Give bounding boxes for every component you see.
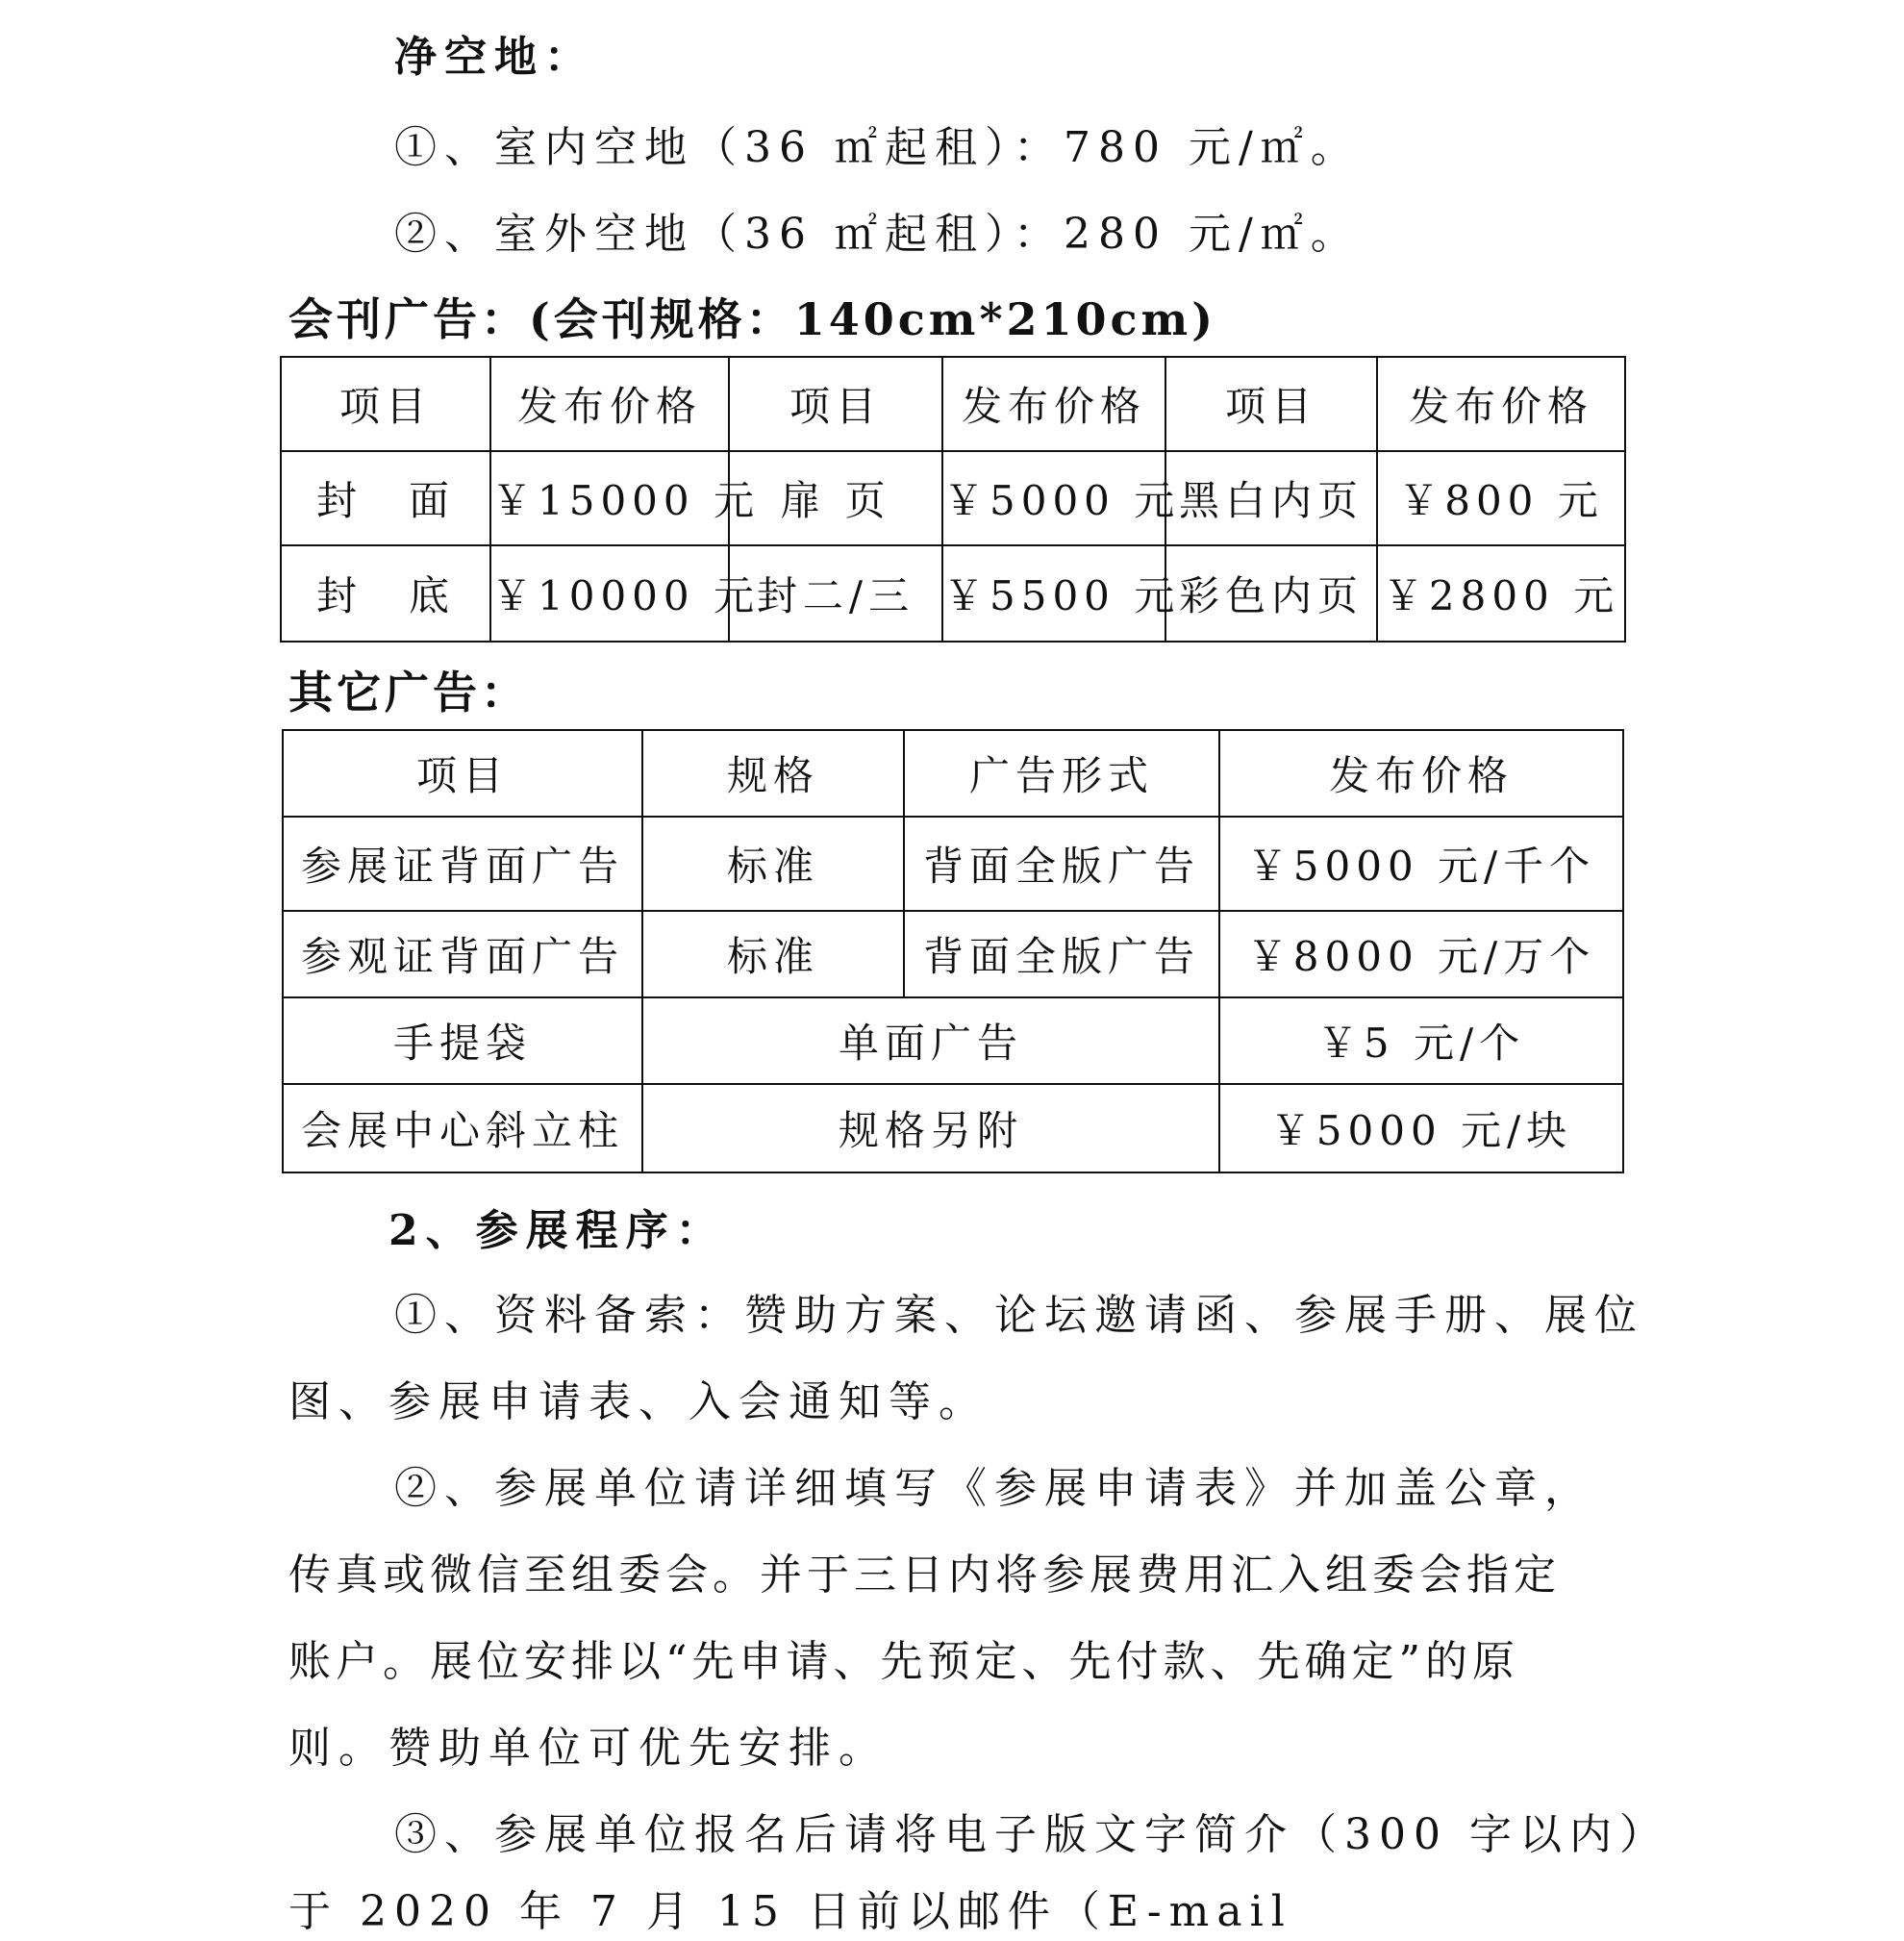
table-cell: ￥5 元/个 bbox=[1219, 997, 1623, 1084]
header-cell: 发布价格 bbox=[1219, 730, 1623, 817]
journal-ads-heading: 会刊广告：(会刊规格：140cm*210cm) bbox=[288, 293, 1216, 345]
table-cell: ￥10000 元 bbox=[490, 545, 729, 642]
journal-ads-header-row bbox=[281, 357, 1625, 451]
procedure-line: 图、参展申请表、入会通知等。 bbox=[288, 1377, 989, 1426]
other-ads-table bbox=[282, 729, 1624, 1173]
table-cell: ￥5000 元/块 bbox=[1219, 1084, 1623, 1172]
header-cell: 项目 bbox=[1165, 357, 1377, 451]
procedure-line: 则。赞助单位可优先安排。 bbox=[288, 1724, 889, 1773]
space-indoor-line: ①、室内空地（36 ㎡起租）：780 元/㎡。 bbox=[394, 123, 1361, 172]
table-cell: 规格另附 bbox=[642, 1084, 1219, 1172]
table-cell: 背面全版广告 bbox=[904, 817, 1219, 911]
table-cell: ￥15000 元 bbox=[490, 451, 729, 545]
procedure-heading: 2、参展程序： bbox=[388, 1206, 726, 1255]
procedure-line-cutoff: 于 2020 年 7 月 15 日前以邮件（E-mail bbox=[288, 1887, 1292, 1936]
table-row bbox=[283, 817, 1623, 911]
table-cell: 背面全版广告 bbox=[904, 911, 1219, 997]
header-cell: 发布价格 bbox=[942, 357, 1165, 451]
procedure-line: ③、参展单位报名后请将电子版文字简介（300 字以内） bbox=[394, 1810, 1669, 1859]
table-row bbox=[283, 997, 1623, 1084]
table-cell: 扉 页 bbox=[729, 451, 942, 545]
table-cell: 会展中心斜立柱 bbox=[283, 1084, 642, 1172]
table-cell: 彩色内页 bbox=[1165, 545, 1377, 642]
other-ads-header-row bbox=[283, 730, 1623, 817]
procedure-line: 传真或微信至组委会。并于三日内将参展费用汇入组委会指定 bbox=[288, 1550, 1561, 1600]
table-cell: ￥5000 元 bbox=[942, 451, 1165, 545]
space-heading: 净空地： bbox=[394, 33, 594, 82]
header-cell: 项目 bbox=[281, 357, 490, 451]
table-cell: 单面广告 bbox=[642, 997, 1219, 1084]
table-cell: ￥2800 元 bbox=[1377, 545, 1625, 642]
other-ads-heading: 其它广告： bbox=[288, 667, 529, 718]
table-cell: 标准 bbox=[642, 817, 904, 911]
header-cell: 发布价格 bbox=[490, 357, 729, 451]
header-cell: 发布价格 bbox=[1377, 357, 1625, 451]
table-row bbox=[283, 1084, 1623, 1172]
journal-ads-table bbox=[280, 356, 1626, 643]
table-cell: ￥5500 元 bbox=[942, 545, 1165, 642]
header-cell: 项目 bbox=[729, 357, 942, 451]
table-cell: 封二/三 bbox=[729, 545, 942, 642]
table-cell: 参展证背面广告 bbox=[283, 817, 642, 911]
table-row bbox=[281, 451, 1625, 545]
table-cell: 手提袋 bbox=[283, 997, 642, 1084]
table-row bbox=[281, 545, 1625, 642]
table-cell: 封 底 bbox=[281, 545, 490, 642]
table-row bbox=[283, 911, 1623, 997]
header-cell: 广告形式 bbox=[904, 730, 1219, 817]
table-cell: ￥800 元 bbox=[1377, 451, 1625, 545]
table-cell: 参观证背面广告 bbox=[283, 911, 642, 997]
space-outdoor-line: ②、室外空地（36 ㎡起租）：280 元/㎡。 bbox=[394, 210, 1361, 259]
header-cell: 项目 bbox=[283, 730, 642, 817]
procedure-line: ②、参展单位请详细填写《参展申请表》并加盖公章， bbox=[394, 1464, 1594, 1513]
table-cell: ￥5000 元/千个 bbox=[1219, 817, 1623, 911]
procedure-line: 账户。展位安排以“先申请、先预定、先付款、先确定”的原 bbox=[288, 1637, 1519, 1686]
table-cell: 标准 bbox=[642, 911, 904, 997]
header-cell: 规格 bbox=[642, 730, 904, 817]
table-cell: 封 面 bbox=[281, 451, 490, 545]
table-cell: 黑白内页 bbox=[1165, 451, 1377, 545]
procedure-line: ①、资料备索：赞助方案、论坛邀请函、参展手册、展位 bbox=[394, 1291, 1644, 1340]
table-cell: ￥8000 元/万个 bbox=[1219, 911, 1623, 997]
